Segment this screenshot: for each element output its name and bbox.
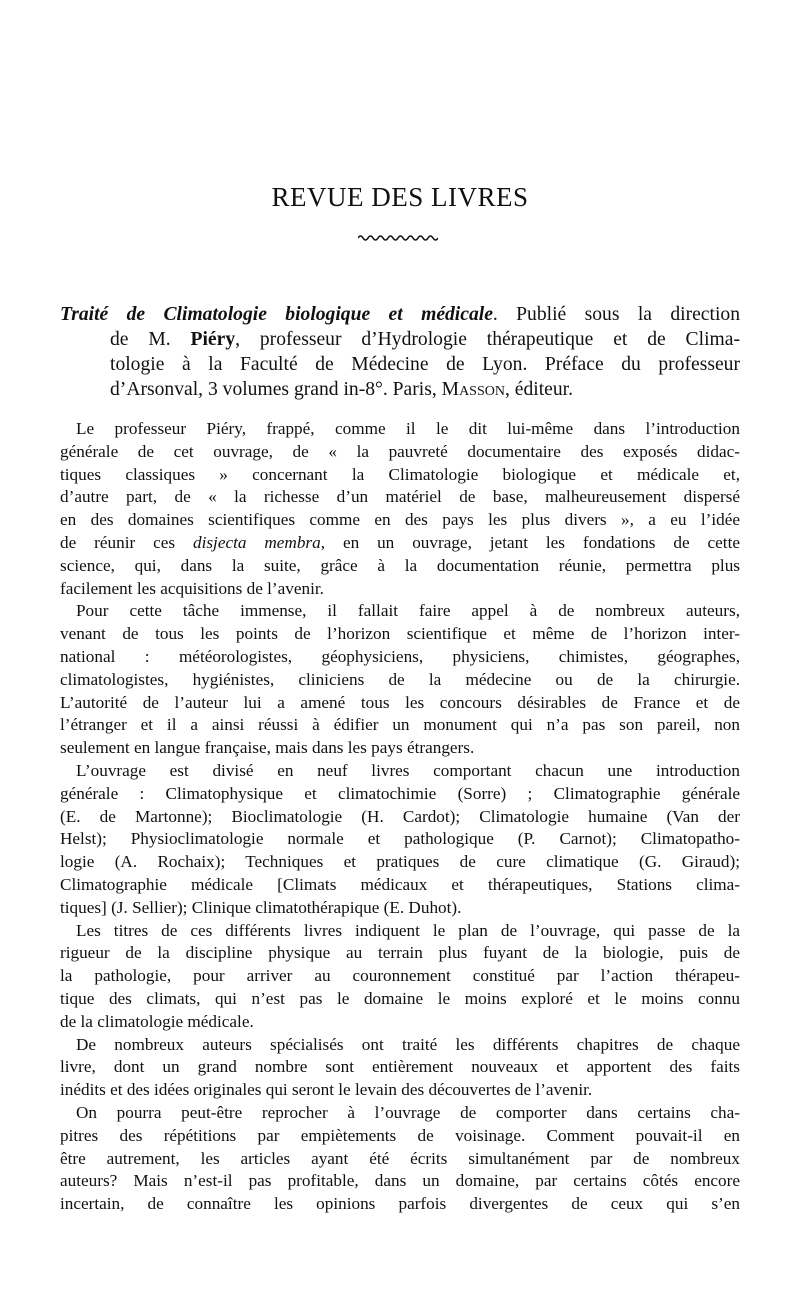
text-line: être autrement, les articles ayant été écrits simultanément par de nombreux [60,1148,740,1168]
citation-text: , éditeur. [504,379,573,400]
text-line: L’autorité de l’auteur lui a amené tous les concours désirables de France et de [60,692,740,712]
text-line: l’étranger et il a ainsi réussi à édifier un monument qui n’a pas son pareil, non [60,715,740,735]
ornament-divider [358,233,438,243]
paragraph [60,760,740,920]
text-line: Les titres de ces différents livres indiquent le plan de l’ouvrage, qui passe de la [76,920,740,940]
text-line: la pathologie, pour arriver au couronnement constitué par l’action thérapeu- [60,966,740,986]
text-line: rigueur de la discipline physique au terrain plus fuyant de la biologie, puis de [60,943,740,963]
review-body [60,418,740,1216]
book-citation [60,302,740,402]
citation-text: de M. [110,329,191,350]
author-name: Piéry [190,329,236,350]
text-line: incertain, de connaître les opinions parfois divergentes de ceux qui s’en [60,1194,740,1214]
text-line: (E. de Martonne); Bioclimatologie (H. Cardot); Climatologie humaine (Van der [60,806,740,826]
text-line: science, qui, dans la suite, grâce à la documentation réunie, permettra plus [60,555,740,575]
paragraph [60,1034,740,1102]
citation-line [60,302,740,327]
paragraph [60,600,740,760]
publisher-name: Masson [441,379,505,400]
text-line: Pour cette tâche immense, il fallait faire appel à de nombreux auteurs, [76,601,740,621]
text-line: auteurs? Mais n’est-il pas profitable, dans un domaine, par certains côtés encore [60,1171,740,1191]
text-line: Le professeur Piéry, frappé, comme il le dit lui-même dans l’introduction [76,419,740,438]
text-line: tique des climats, qui n’est pas le domaine le moins exploré et le moins connu [60,988,740,1008]
latin-phrase: disjecta membra [193,532,321,552]
citation-text: , professeur d’Hydrologie thérapeutique et de Clima- [235,329,740,350]
text-line: Climatographie médicale [Climats médicaux et thérapeutiques, Stations clima- [60,874,740,894]
text-line: logie (A. Rochaix); Techniques et pratiques de cure climatique (G. Giraud); [60,852,740,872]
page-title: REVUE DES LIVRES [271,182,529,212]
text-line: en des domaines scientifiques comme en des pays les plus divers », a eu l’idée [60,510,740,530]
paragraph [60,418,740,600]
citation-line [60,327,740,352]
book-title: Traité de Climatologie biologique et médicale [60,304,493,325]
citation-line [60,377,740,402]
text-line: livre, dont un grand nombre sont entièrement nouveaux et apportent des faits [60,1057,740,1077]
text-line: De nombreux auteurs spécialisés ont traité les différents chapitres de chaque [76,1034,740,1054]
citation-text: . Publié sous la direction [492,304,740,325]
text-line: d’autre part, de « la richesse d’un matériel de base, malheureusement dispersé [60,487,740,507]
text-line: On pourra peut-être reprocher à l’ouvrage de comporter dans certains cha- [76,1102,740,1122]
text-line: tiques classiques » concernant la Climatologie biologique et médicale et, [60,464,740,484]
text-line: L’ouvrage est divisé en neuf livres comportant chacun une introduction [76,760,740,780]
text-line: générale : Climatophysique et climatochimie (Sorre) ; Climatographie générale [60,783,740,803]
paragraph [60,920,740,1034]
text-line: de réunir ces disjecta membra, en un ouvrage, jetant les fondations de cette [60,532,740,552]
text-line: de la climatologie médicale. [60,1011,254,1031]
text-line: générale de cet ouvrage, de « la pauvreté documentaire des exposés didac- [60,441,740,461]
paragraph [60,1102,740,1216]
text-line: inédits et des idées originales qui seront le levain des découvertes de l’avenir. [60,1080,593,1100]
text-line: seulement en langue française, mais dans les pays étrangers. [60,738,475,758]
text-line: pitres des répétitions par empiètements de voisinage. Comment pouvait-il en [60,1125,740,1145]
citation-text: d’Arsonval, 3 volumes grand in-8°. Paris, [110,379,442,400]
text-line: venant de tous les points de l’horizon scientifique et même de l’horizon inter- [60,624,740,644]
citation-line [60,352,740,377]
text-line: tiques] (J. Sellier); Clinique climatothérapique (E. Duhot). [60,897,462,917]
text-line: national : météorologistes, géophysiciens, physiciens, chimistes, géographes, [60,646,740,666]
citation-text: tologie à la Faculté de Médecine de Lyon. Préface du professeur [110,354,740,375]
text-line: Helst); Physioclimatologie normale et pathologique (P. Carnot); Climatopatho- [60,829,740,849]
text-line: facilement les acquisitions de l’avenir. [60,578,324,598]
text-line: climatologistes, hygiénistes, cliniciens de la médecine ou de la chirurgie. [60,669,740,689]
